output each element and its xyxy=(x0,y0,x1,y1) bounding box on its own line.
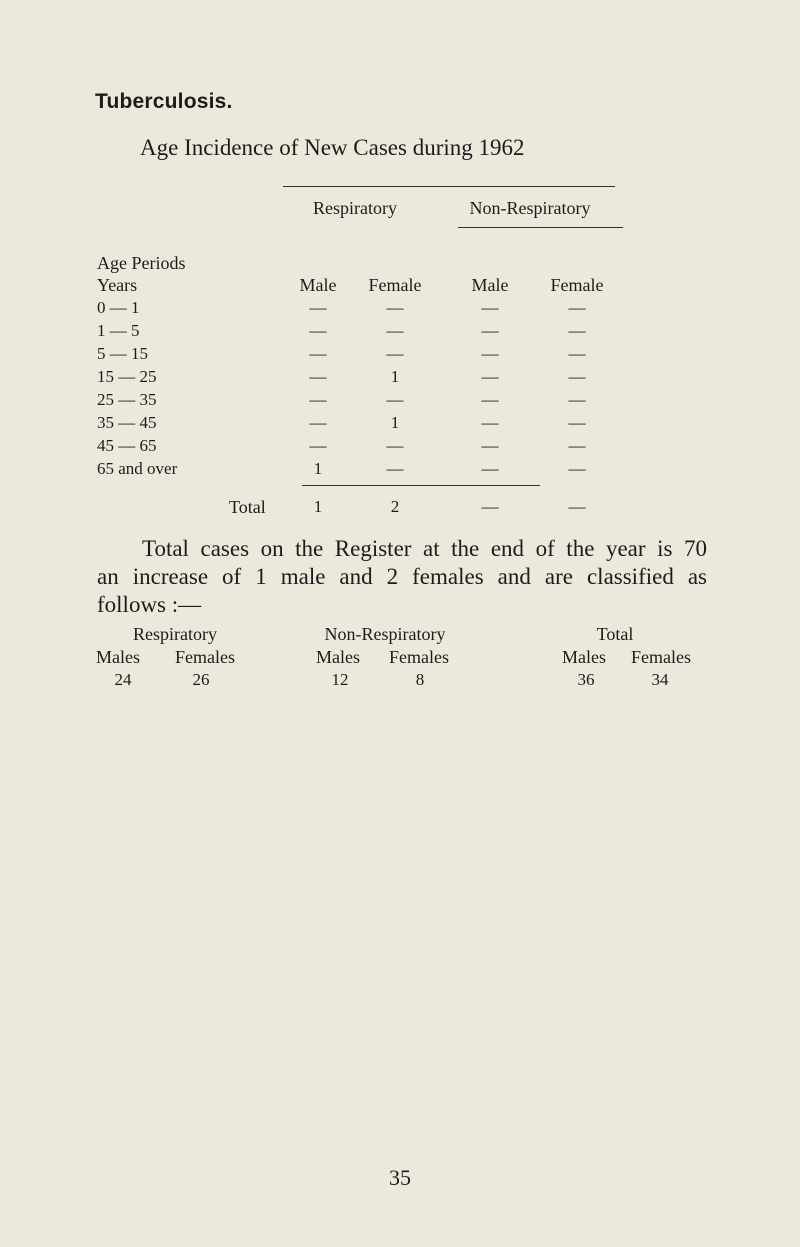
nonresp-female-cell: — xyxy=(568,298,586,317)
summary-subheader: Females xyxy=(631,647,691,667)
resp-female-cell: — xyxy=(386,344,404,363)
summary-group-respiratory: Respiratory xyxy=(133,624,217,644)
col-header-nonresp-male: Male xyxy=(471,275,509,295)
non-respiratory-rule xyxy=(458,227,623,228)
resp-male-cell: — xyxy=(309,436,327,455)
nonresp-female-cell: — xyxy=(568,390,586,409)
age-cell: 1 — 5 xyxy=(97,321,140,340)
summary-value: 8 xyxy=(415,670,425,689)
resp-female-cell: 1 xyxy=(390,367,400,386)
register-paragraph xyxy=(97,535,707,619)
resp-male-cell: — xyxy=(309,298,327,317)
nonresp-male-cell: — xyxy=(481,436,499,455)
nonresp-male-cell: — xyxy=(481,459,499,478)
nonresp-male-cell: — xyxy=(481,367,499,386)
resp-male-cell: — xyxy=(309,413,327,432)
summary-value: 34 xyxy=(651,670,669,689)
resp-female-cell: — xyxy=(386,390,404,409)
total-resp-male: 1 xyxy=(313,497,323,516)
summary-value: 12 xyxy=(331,670,349,689)
paragraph-line: Total cases on the Register at the end of the year is 70 xyxy=(142,536,707,561)
resp-male-cell: — xyxy=(309,367,327,386)
page-heading: Tuberculosis. xyxy=(95,90,233,113)
row-header-age-periods: Age Periods xyxy=(97,253,186,273)
group-header-non-respiratory: Non-Respiratory xyxy=(469,198,591,218)
col-header-resp-female: Female xyxy=(368,275,422,295)
row-header-years: Years xyxy=(97,275,138,295)
resp-female-cell: — xyxy=(386,298,404,317)
nonresp-female-cell: — xyxy=(568,344,586,363)
table-top-rule xyxy=(283,186,615,187)
age-cell: 65 and over xyxy=(97,459,178,478)
summary-value: 24 xyxy=(114,670,132,689)
table-title: Age Incidence of New Cases during 1962 xyxy=(140,135,525,160)
nonresp-female-cell: — xyxy=(568,367,586,386)
age-cell: 25 — 35 xyxy=(97,390,157,409)
summary-subheader: Females xyxy=(389,647,449,667)
age-cell: 5 — 15 xyxy=(97,344,148,363)
col-header-resp-male: Male xyxy=(299,275,337,295)
nonresp-male-cell: — xyxy=(481,298,499,317)
resp-female-cell: — xyxy=(386,459,404,478)
age-cell: 0 — 1 xyxy=(97,298,140,317)
resp-male-cell: — xyxy=(309,321,327,340)
group-header-respiratory: Respiratory xyxy=(313,198,397,218)
total-nonresp-female: — xyxy=(568,497,586,516)
summary-subheader: Females xyxy=(175,647,235,667)
resp-male-cell: — xyxy=(309,390,327,409)
nonresp-male-cell: — xyxy=(481,390,499,409)
summary-group-non-respiratory: Non-Respiratory xyxy=(324,624,446,644)
nonresp-female-cell: — xyxy=(568,321,586,340)
summary-subheader: Males xyxy=(316,647,360,667)
resp-female-cell: — xyxy=(386,321,404,340)
summary-subheader: Males xyxy=(562,647,606,667)
resp-female-cell: 1 xyxy=(390,413,400,432)
nonresp-male-cell: — xyxy=(481,321,499,340)
resp-male-cell: — xyxy=(309,344,327,363)
resp-female-cell: — xyxy=(386,436,404,455)
summary-group-total: Total xyxy=(596,624,634,644)
summary-value: 36 xyxy=(577,670,595,689)
col-header-nonresp-female: Female xyxy=(550,275,604,295)
age-cell: 35 — 45 xyxy=(97,413,157,432)
age-cell: 45 — 65 xyxy=(97,436,157,455)
total-resp-female: 2 xyxy=(390,497,400,516)
summary-value: 26 xyxy=(192,670,210,689)
page-number: 35 xyxy=(389,1165,411,1190)
total-label: Total xyxy=(229,497,266,517)
nonresp-female-cell: — xyxy=(568,459,586,478)
paragraph-line: an increase of 1 male and 2 females and are classified as xyxy=(97,564,707,589)
nonresp-male-cell: — xyxy=(481,344,499,363)
total-rule xyxy=(302,485,540,486)
summary-subheader: Males xyxy=(96,647,140,667)
age-cell: 15 — 25 xyxy=(97,367,157,386)
total-nonresp-male: — xyxy=(481,497,499,516)
nonresp-female-cell: — xyxy=(568,436,586,455)
paragraph-line: follows :— xyxy=(97,592,202,617)
nonresp-male-cell: — xyxy=(481,413,499,432)
nonresp-female-cell: — xyxy=(568,413,586,432)
resp-male-cell: 1 xyxy=(313,459,323,478)
